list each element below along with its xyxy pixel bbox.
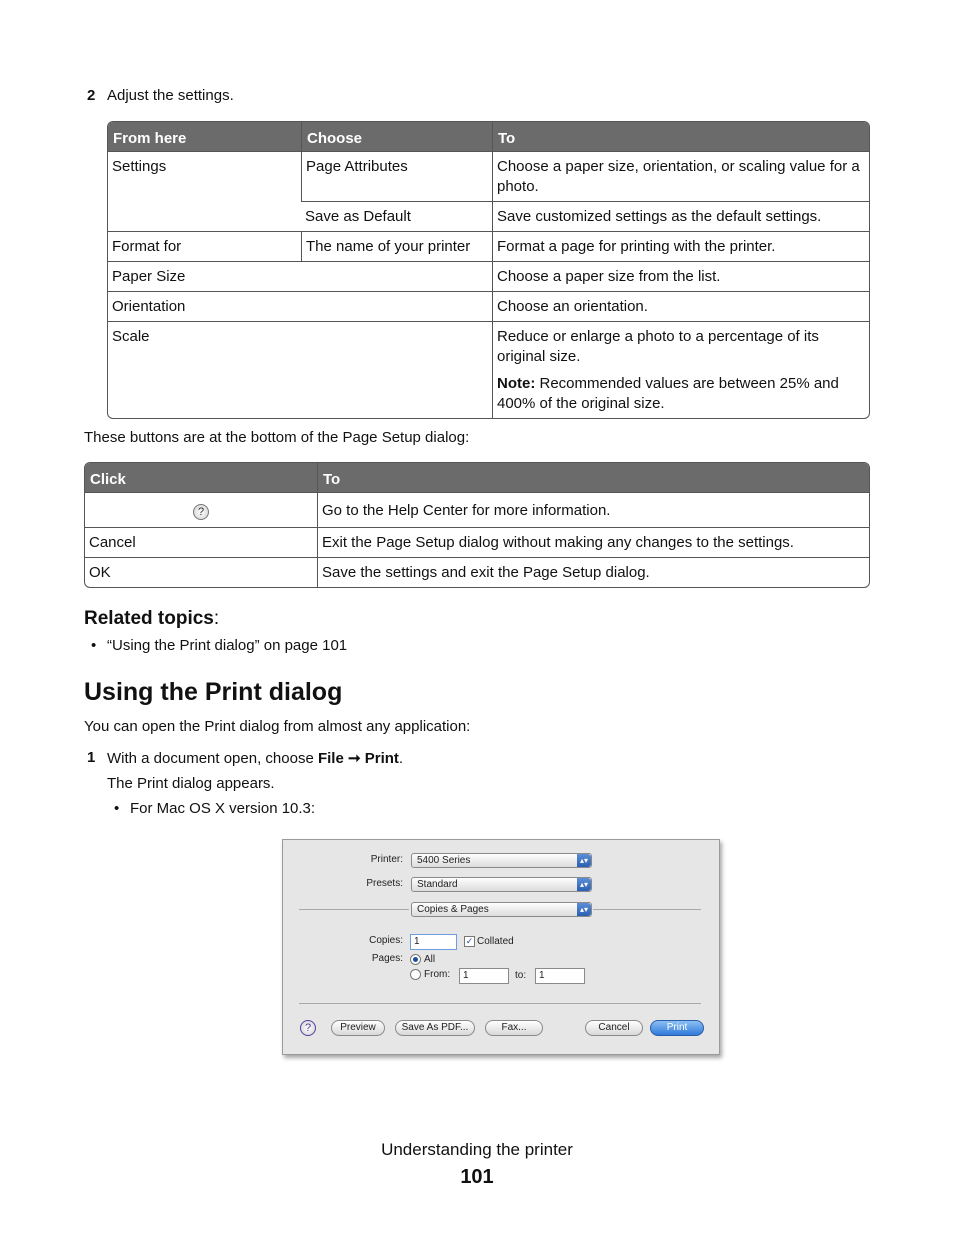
help-icon[interactable]: ? [300,1020,316,1036]
note-label: Note: [497,375,536,392]
table-cell: Page Attributes [301,151,492,201]
divider [593,909,701,910]
pages-from-radio[interactable] [410,969,421,980]
bullet-item: • For Mac OS X version 10.3: [130,800,315,817]
table-cell: Choose an orientation. [492,291,869,321]
save-as-pdf-button[interactable]: Save As PDF... [395,1020,475,1036]
table-cell: Cancel [85,527,317,557]
table-cell: Choose a paper size, orientation, or scaling value for a photo. [492,151,869,201]
buttons-intro: These buttons are at the bottom of the Page Setup dialog: [84,429,470,446]
from-field[interactable]: 1 [459,968,509,984]
step-number: 1 [87,749,96,766]
pages-label: Pages: [371,953,403,964]
cancel-button[interactable]: Cancel [585,1020,643,1036]
stepper-arrows-icon: ▴▾ [577,854,591,867]
print-button[interactable]: Print [650,1020,704,1036]
column-header: To [492,122,869,151]
table-row [85,557,869,587]
column-header: Choose [301,122,492,151]
printer-select[interactable] [411,853,592,868]
page-number: 101 [460,1166,494,1188]
buttons-table [84,462,870,588]
table-cell: Scale [108,321,492,418]
table-cell: Settings [108,151,301,231]
related-heading-text: Related topics [84,608,214,629]
arrow-icon: ➞ [347,750,361,767]
menu-file: File [317,750,344,767]
table-cell: Save as Default [301,201,492,231]
footer-chapter: Understanding the printer [381,1140,573,1159]
table-row [108,231,869,261]
collated-checkbox[interactable]: ✓ [465,936,474,946]
table-header-row [85,463,869,492]
printer-value: 5400 Series [417,855,471,866]
table-cell: OK [85,557,317,587]
table-cell: Paper Size [108,261,492,291]
table-row [108,321,869,418]
step-text-prefix: With a document open, choose [107,750,318,767]
stepper-arrows-icon: ▴▾ [577,878,591,891]
fax-button[interactable]: Fax... [485,1020,543,1036]
print-dialog [282,839,720,1055]
settings-table [107,121,870,419]
collated-label: Collated [477,936,514,947]
panel-value: Copies & Pages [417,904,489,915]
table-cell: Save customized settings as the default settings. [492,201,869,231]
step-text [107,749,403,767]
table-cell: The name of your printer [301,231,492,261]
table-row [108,291,869,321]
table-cell: Choose a paper size from the list. [492,261,869,291]
panel-select[interactable] [411,902,592,917]
table-cell: Go to the Help Center for more information. [317,492,869,527]
printer-label: Printer: [370,854,403,865]
presets-select[interactable] [411,877,592,892]
copies-field[interactable]: 1 [410,934,457,950]
copies-label: Copies: [369,935,403,946]
note-text: Recommended values are between 25% and 400% of the original size. [497,375,839,412]
table-row [108,261,869,291]
table-row [108,151,869,201]
column-header: From here [108,122,301,151]
help-icon: ? [193,504,209,520]
table-cell [85,492,317,527]
table-header-row [108,122,869,151]
preview-button[interactable]: Preview [331,1020,385,1036]
stepper-arrows-icon: ▴▾ [577,903,591,916]
related-link[interactable]: • “Using the Print dialog” on page 101 [107,637,347,654]
pages-all-radio[interactable] [410,954,421,965]
menu-print: Print [364,750,399,767]
step-number: 2 [87,87,96,104]
table-row [85,492,869,527]
from-label: From: [424,969,451,980]
column-header: To [317,463,869,492]
column-header: Click [85,463,317,492]
divider [299,1003,701,1004]
presets-value: Standard [417,879,458,890]
table-cell: Save the settings and exit the Page Setup dialog. [317,557,869,587]
table-cell: Exit the Page Setup dialog without making any changes to the settings. [317,527,869,557]
cell-text: Reduce or enlarge a photo to a percentage of its original size. [497,328,819,365]
step-result: The Print dialog appears. [107,775,275,792]
divider [299,909,409,910]
all-label: All [424,954,436,965]
step-text-suffix: . [398,750,404,767]
related-topics-heading [84,608,219,630]
to-label: to: [515,970,527,981]
related-heading-colon: : [213,608,220,629]
table-cell: Format for [108,231,301,261]
note [497,374,865,414]
section-intro: You can open the Print dialog from almost any application: [84,718,471,735]
presets-label: Presets: [366,878,403,889]
table-cell: Format a page for printing with the printer. [492,231,869,261]
table-row [85,527,869,557]
table-cell: Orientation [108,291,492,321]
step-text: Adjust the settings. [107,87,234,104]
to-field[interactable]: 1 [535,968,585,984]
table-cell [492,321,869,418]
section-title: Using the Print dialog [84,678,343,706]
